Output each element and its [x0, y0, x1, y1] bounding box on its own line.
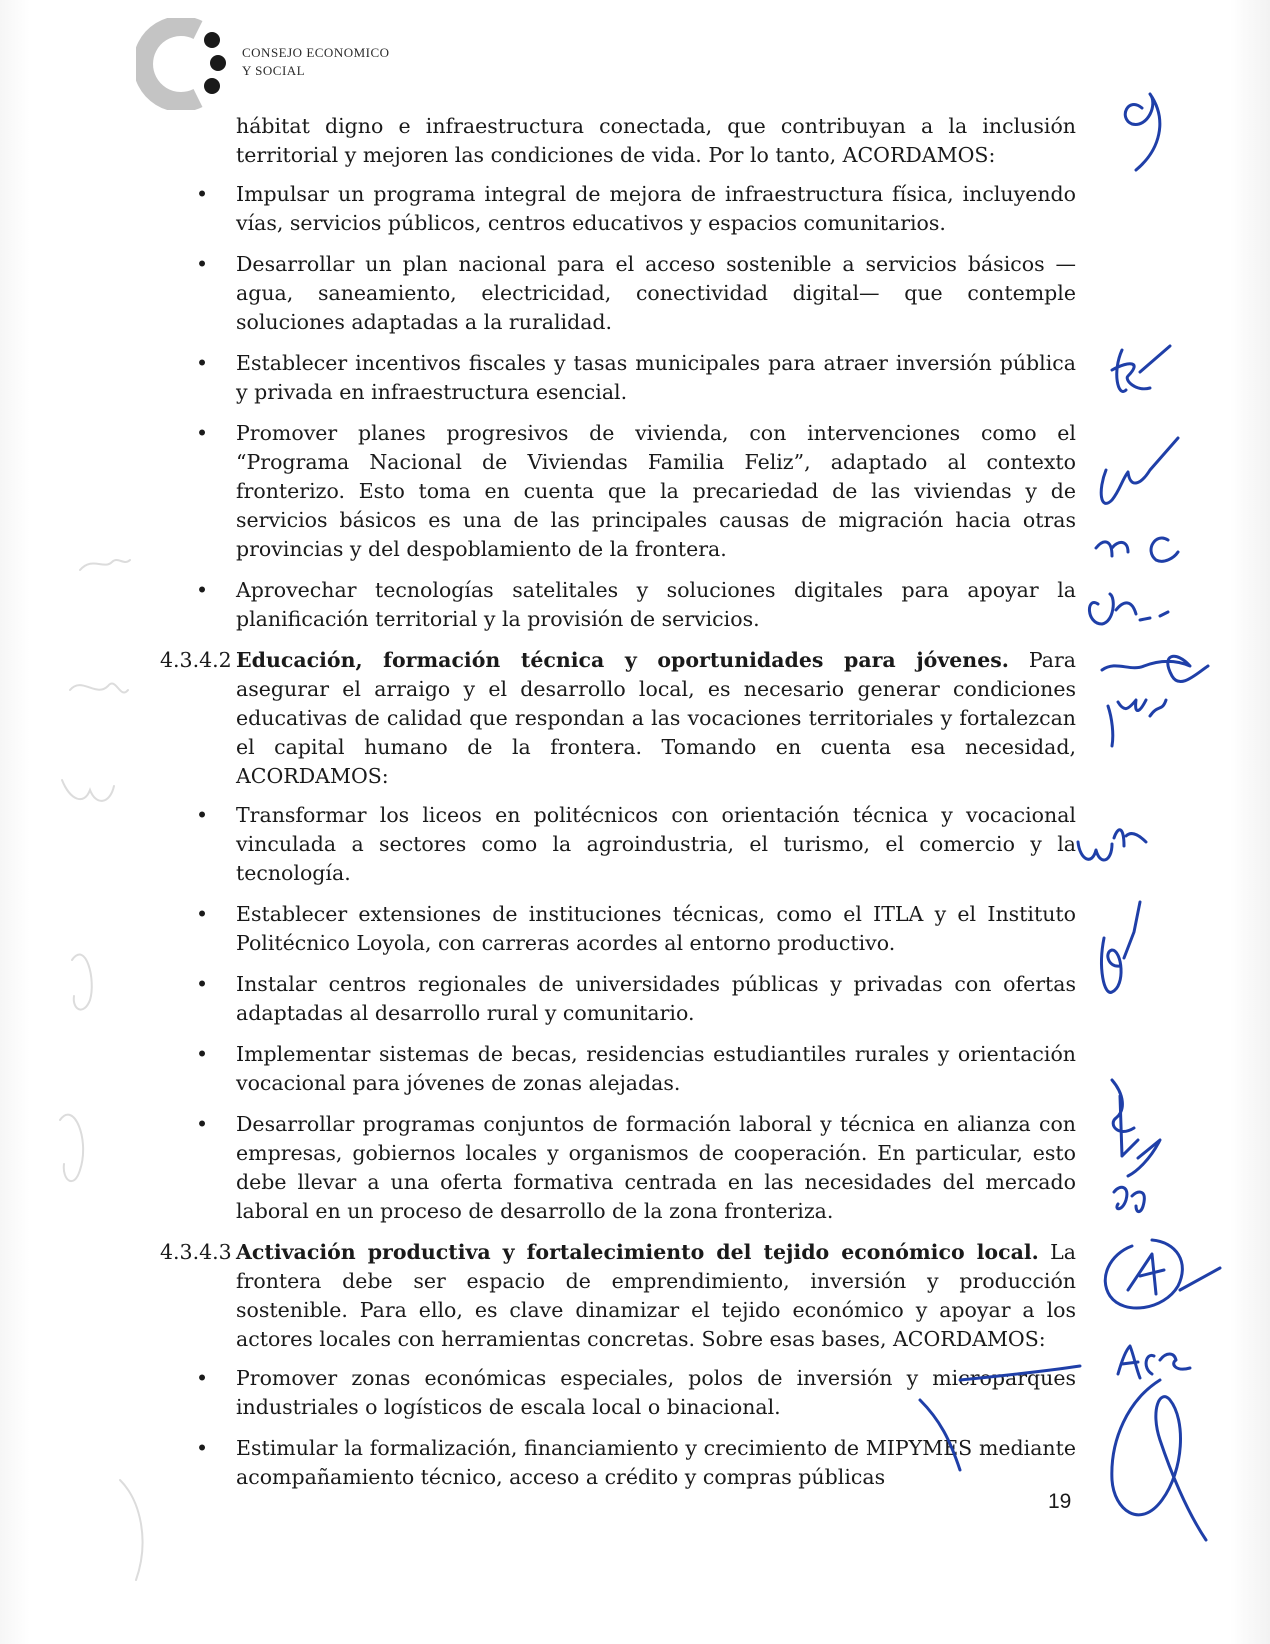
signature-mark: [1114, 1187, 1144, 1211]
section-4-3-4-2: [160, 646, 1076, 791]
signature-mark: [1125, 94, 1160, 170]
list-item: • Promover planes progresivos de vivienda, con intervenciones como el “Programa Nacional de Viviendas Familia Feliz”, adaptado al contexto fronterizo. Esto toma en cuenta que la precariedad de las viviendas y de servicios básicos es una de las principales causas de migración hacia otras provincias y del despoblamiento de la frontera.: [236, 419, 1076, 564]
list-item: • Impulsar un programa integral de mejora de infraestructura física, incluyendo vías, servicios públicos, centros educativos y espacios comunitarios.: [236, 180, 1076, 238]
list-item: • Desarrollar un plan nacional para el acceso sostenible a servicios básicos —agua, saneamiento, electricidad, conectividad digital— que contemple soluciones adaptadas a la ruralidad.: [236, 250, 1076, 337]
list-item: • Implementar sistemas de becas, residencias estudiantiles rurales y orientación vocacional para jóvenes de zonas alejadas.: [236, 1040, 1076, 1098]
signature-mark: [1096, 538, 1178, 561]
list-item: • Estimular la formalización, financiamiento y crecimiento de MIPYMES mediante acompañamiento técnico, acceso a crédito y compras públicas: [236, 1434, 1076, 1492]
bullet-list-education: [160, 801, 1076, 1226]
faint-mark: [62, 780, 114, 801]
signature-mark: [1108, 700, 1166, 746]
signature-mark: [1118, 1346, 1190, 1378]
list-item: • Establecer extensiones de instituciones técnicas, como el ITLA y el Instituto Politécnico Loyola, con carreras acordes al entorno productivo.: [236, 900, 1076, 958]
logo-letters: ES: [158, 50, 193, 80]
document-body: [160, 112, 1076, 1504]
signature-mark: [1102, 656, 1208, 681]
section-title: Activación productiva y fortalecimiento del tejido económico local.: [236, 1240, 1039, 1264]
signature-mark: [1105, 1240, 1220, 1308]
page-number: 19: [1048, 1490, 1072, 1513]
list-item: • Transformar los liceos en politécnicos con orientación técnica y vocacional vinculada a sectores como la agroindustria, el turismo, el comercio y la tecnología.: [236, 801, 1076, 888]
intro-paragraph: hábitat digno e infraestructura conectada, que contribuyan a la inclusión territorial y mejoren las condiciones de vida. Por lo tanto, ACORDAMOS:: [236, 114, 1076, 167]
section-number: 4.3.4.3: [160, 1240, 232, 1264]
list-item: • Establecer incentivos fiscales y tasas municipales para atraer inversión pública y privada en infraestructura esencial.: [236, 349, 1076, 407]
signature-mark: [1112, 1380, 1206, 1540]
bullet-list-economy: [160, 1364, 1076, 1492]
section-text: Para asegurar el arraigo y el desarrollo local, es necesario generar condiciones educativas de calidad que respondan a las vocaciones territoriales y fortalezcan el capital humano de la frontera. Tomando en cuenta esa necesidad, ACORDAMOS:: [236, 648, 1076, 788]
signature-mark: [1101, 438, 1178, 503]
org-name-line2: Y SOCIAL: [242, 63, 306, 78]
signature-mark: [1089, 594, 1168, 624]
bullet-list-infrastructure: [160, 180, 1076, 634]
faint-mark: [60, 1115, 83, 1182]
faint-mark: [70, 684, 128, 693]
header-logo: [136, 18, 436, 110]
signature-mark: [1078, 830, 1146, 860]
list-item: • Promover zonas económicas especiales, polos de inversión y microparques industriales o logísticos de escala local o binacional.: [236, 1364, 1076, 1422]
ces-logo-icon: [136, 18, 228, 110]
faint-mark: [80, 560, 130, 570]
list-item: • Desarrollar programas conjuntos de formación laboral y técnica en alianza con empresas, gobiernos locales y organismos de cooperación. En particular, esto debe llevar a una oferta formativa centrada en las necesidades del mercado laboral en un proceso de desarrollo de la zona fronteriza.: [236, 1110, 1076, 1226]
list-item: • Instalar centros regionales de universidades públicas y privadas con ofertas adaptadas al desarrollo rural y comunitario.: [236, 970, 1076, 1028]
faint-mark: [120, 1480, 143, 1580]
section-title: Educación, formación técnica y oportunidades para jóvenes.: [236, 648, 1009, 672]
signature-mark: [1102, 902, 1140, 992]
org-name: [242, 44, 390, 80]
signature-mark: [1112, 1080, 1160, 1176]
section-4-3-4-3: [160, 1238, 1076, 1354]
faint-mark: [72, 955, 92, 1010]
signature-mark: [1112, 346, 1170, 391]
section-number: 4.3.4.2: [160, 648, 232, 672]
section-text: La frontera debe ser espacio de emprendimiento, inversión y producción sostenible. Para ello, es clave dinamizar el tejido económico y apoyar a los actores locales con herramientas concretas. Sobre esas bases, ACORDAMOS:: [236, 1240, 1076, 1351]
org-name-line1: CONSEJO ECONOMICO: [242, 45, 390, 60]
list-item: • Aprovechar tecnologías satelitales y soluciones digitales para apoyar la planificación territorial y la provisión de servicios.: [236, 576, 1076, 634]
